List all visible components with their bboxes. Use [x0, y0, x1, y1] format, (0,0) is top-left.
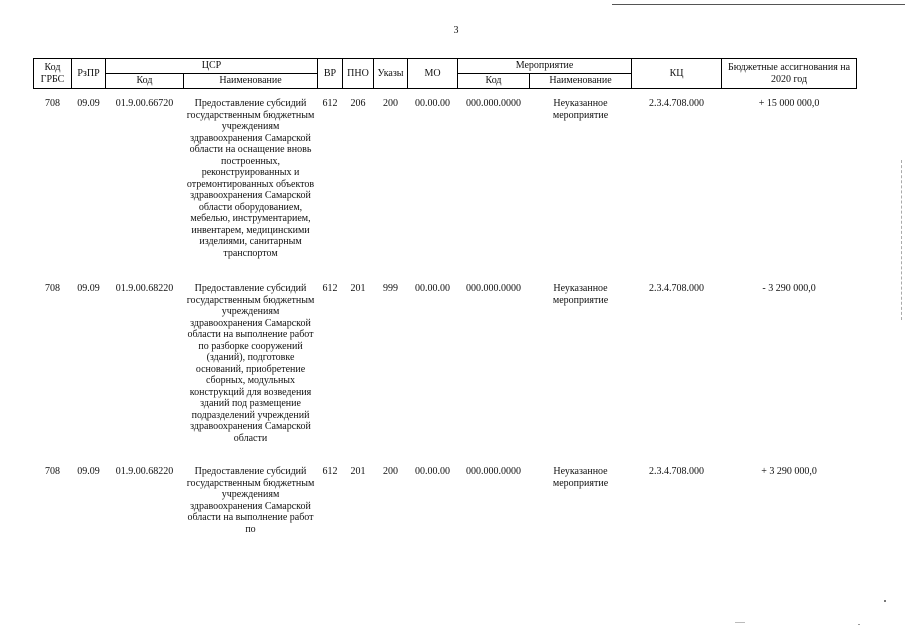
header-csr: ЦСР [106, 59, 318, 74]
cell-amount: - 3 290 000,0 [762, 283, 816, 294]
cell-csr: 01.9.00.68220 [115, 283, 174, 294]
cell-vr: 612 [322, 98, 338, 109]
cell-event-kod: 000.000.0000 [466, 98, 522, 109]
header-csr-name: Наименование [184, 74, 318, 89]
cell-mo: 00.00.00 [415, 283, 451, 294]
header-kod-grbs: Код ГРБС [34, 59, 72, 89]
table-row [34, 98, 857, 259]
cell-grbs: 708 [45, 98, 60, 109]
cell-name: Предоставление субсидий государственным бюджетным учреждениям здравоохранения Самарской области на выполнение работ по разборке сооружений (зданий), подготовке оснований, приобретение сборных, модульных конструкций для возведения зданий под размещение подразделений учреждений здравоохранения Самарской области [186, 283, 315, 444]
scan-speck [884, 600, 886, 602]
header-vr: ВР [318, 59, 343, 89]
table-row [34, 283, 857, 444]
table-row [34, 466, 857, 535]
cell-amount: + 15 000 000,0 [758, 98, 820, 109]
row-gap [34, 259, 857, 283]
header-pno: ПНО [343, 59, 374, 89]
cell-grbs: 708 [45, 283, 60, 294]
cell-rzpr: 09.09 [77, 283, 100, 294]
cell-rzpr: 09.09 [77, 466, 100, 477]
cell-pno: 206 [350, 98, 366, 109]
cell-mo: 00.00.00 [415, 466, 451, 477]
cell-event-name: Неуказанное мероприятие [552, 466, 609, 489]
header-event: Мероприятие [458, 59, 632, 74]
cell-name: Предоставление субсидий государственным бюджетным учреждениям здравоохранения Самарской области на выполнение работ по [186, 466, 315, 535]
scan-speck [858, 624, 860, 625]
header-gap [34, 89, 857, 99]
cell-kc: 2.3.4.708.000 [649, 283, 705, 294]
row-gap [34, 444, 857, 466]
header-csr-kod: Код [106, 74, 184, 89]
cell-amount: + 3 290 000,0 [761, 466, 817, 477]
cell-kc: 2.3.4.708.000 [649, 98, 705, 109]
cell-event-name: Неуказанное мероприятие [552, 283, 609, 306]
scan-edge-marks [901, 160, 904, 320]
header-rzpr: РзПР [72, 59, 106, 89]
header-kc: КЦ [632, 59, 722, 89]
header-event-name: Наименование [530, 74, 632, 89]
cell-csr: 01.9.00.66720 [115, 98, 174, 109]
cell-vr: 612 [322, 283, 338, 294]
header-budget: Бюджетные ассигнования на 2020 год [722, 59, 857, 89]
top-rule [612, 4, 905, 5]
cell-pno: 201 [350, 466, 366, 477]
cell-event-kod: 000.000.0000 [466, 283, 522, 294]
cell-pno: 201 [350, 283, 366, 294]
header-ukazy: Указы [374, 59, 408, 89]
cell-kc: 2.3.4.708.000 [649, 466, 705, 477]
cell-ukazy: 200 [383, 466, 399, 477]
cell-event-kod: 000.000.0000 [466, 466, 522, 477]
cell-ukazy: 200 [383, 98, 399, 109]
cell-rzpr: 09.09 [77, 98, 100, 109]
budget-table [33, 58, 857, 535]
cell-grbs: 708 [45, 466, 60, 477]
header-row-1 [34, 59, 857, 74]
cell-event-name: Неуказанное мероприятие [552, 98, 609, 121]
cell-ukazy: 999 [383, 283, 399, 294]
cell-vr: 612 [322, 466, 338, 477]
scan-speck [735, 622, 745, 623]
cell-name: Предоставление субсидий государственным бюджетным учреждениям здравоохранения Самарской области на оснащение вновь построенных, реконструированных и отремонтированных объектов здравоохранения Самарской области оборудованием, мебелью, инструментарием, инвентарем, медицинскими изделиями, санитарным транспортом [186, 98, 315, 259]
cell-mo: 00.00.00 [415, 98, 451, 109]
header-mo: МО [408, 59, 458, 89]
header-event-kod: Код [458, 74, 530, 89]
cell-csr: 01.9.00.68220 [115, 466, 174, 477]
page-number: 3 [453, 25, 459, 36]
